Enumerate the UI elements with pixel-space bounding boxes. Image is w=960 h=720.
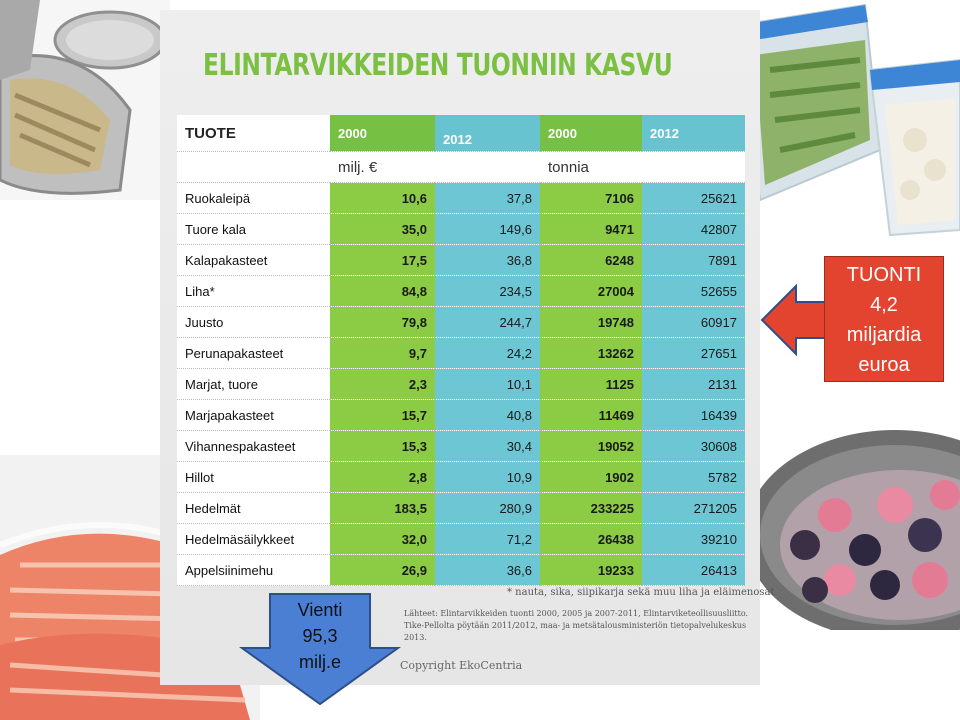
value-tonnes-2000: 1125 xyxy=(540,369,642,400)
product-name: Appelsiinimehu xyxy=(177,555,330,586)
unit-label-tonnes: tonnia xyxy=(540,152,745,183)
sardine-tins-image xyxy=(0,0,170,200)
table-row xyxy=(177,555,745,586)
value-eur-2000: 9,7 xyxy=(330,338,435,369)
table-row xyxy=(177,183,745,214)
value-eur-2012: 40,8 xyxy=(435,400,540,431)
product-name: Kalapakasteet xyxy=(177,245,330,276)
value-eur-2000: 10,6 xyxy=(330,183,435,214)
value-tonnes-2012: 2131 xyxy=(642,369,745,400)
value-tonnes-2012: 39210 xyxy=(642,524,745,555)
year-header-tonnes-2012: 2012 xyxy=(642,115,745,152)
value-tonnes-2000: 13262 xyxy=(540,338,642,369)
table-row xyxy=(177,400,745,431)
value-eur-2000: 17,5 xyxy=(330,245,435,276)
value-eur-2000: 35,0 xyxy=(330,214,435,245)
year-header-row xyxy=(177,115,745,152)
value-tonnes-2000: 11469 xyxy=(540,400,642,431)
value-eur-2000: 15,7 xyxy=(330,400,435,431)
product-name: Liha* xyxy=(177,276,330,307)
value-eur-2000: 26,9 xyxy=(330,555,435,586)
value-eur-2012: 10,9 xyxy=(435,462,540,493)
value-eur-2012: 234,5 xyxy=(435,276,540,307)
value-tonnes-2012: 60917 xyxy=(642,307,745,338)
table-row xyxy=(177,524,745,555)
value-eur-2012: 30,4 xyxy=(435,431,540,462)
value-eur-2012: 36,6 xyxy=(435,555,540,586)
year-header-eur-2000: 2000 xyxy=(330,115,435,152)
product-name: Hedelmäsäilykkeet xyxy=(177,524,330,555)
value-eur-2000: 183,5 xyxy=(330,493,435,524)
value-tonnes-2000: 19052 xyxy=(540,431,642,462)
import-callout-line: 4,2 xyxy=(870,294,898,316)
import-callout-line: miljardia xyxy=(846,324,922,346)
export-callout-line: milj.e xyxy=(298,652,341,672)
value-tonnes-2000: 1902 xyxy=(540,462,642,493)
year-header-tonnes-2000: 2000 xyxy=(540,115,642,152)
sources-note: Lähteet: Elintarvikkeiden tuonti 2000, 2005 ja 2007-2011, Elintarviketeollisuusliitto. Tike-Pellolta pöytään 2011/2012, maa- ja metsätalousministeriön tietopalvelukeskus 2013. xyxy=(404,609,749,642)
export-callout-line: 95,3 xyxy=(302,626,338,646)
export-total-callout xyxy=(270,597,370,675)
value-eur-2000: 84,8 xyxy=(330,276,435,307)
value-tonnes-2012: 26413 xyxy=(642,555,745,586)
arrow-left-icon xyxy=(760,284,830,356)
value-eur-2000: 79,8 xyxy=(330,307,435,338)
value-tonnes-2012: 16439 xyxy=(642,400,745,431)
product-name: Marjat, tuore xyxy=(177,369,330,400)
value-eur-2000: 32,0 xyxy=(330,524,435,555)
table-row xyxy=(177,462,745,493)
value-tonnes-2000: 19748 xyxy=(540,307,642,338)
value-eur-2000: 15,3 xyxy=(330,431,435,462)
value-eur-2012: 244,7 xyxy=(435,307,540,338)
product-name: Perunapakasteet xyxy=(177,338,330,369)
import-table xyxy=(177,115,745,586)
value-tonnes-2012: 30608 xyxy=(642,431,745,462)
value-tonnes-2000: 27004 xyxy=(540,276,642,307)
value-tonnes-2012: 27651 xyxy=(642,338,745,369)
product-name: Hillot xyxy=(177,462,330,493)
value-tonnes-2000: 6248 xyxy=(540,245,642,276)
value-tonnes-2000: 233225 xyxy=(540,493,642,524)
import-callout-line: euroa xyxy=(858,354,910,376)
berry-bowl-image xyxy=(745,385,960,630)
value-tonnes-2000: 9471 xyxy=(540,214,642,245)
value-eur-2000: 2,3 xyxy=(330,369,435,400)
value-eur-2012: 10,1 xyxy=(435,369,540,400)
product-name: Vihannespakasteet xyxy=(177,431,330,462)
product-column-header: TUOTE xyxy=(177,115,330,152)
value-eur-2012: 280,9 xyxy=(435,493,540,524)
table-row xyxy=(177,493,745,524)
value-tonnes-2000: 19233 xyxy=(540,555,642,586)
table-row xyxy=(177,214,745,245)
unit-label-euro: milj. € xyxy=(330,152,540,183)
value-eur-2000: 2,8 xyxy=(330,462,435,493)
export-callout-line: Vienti xyxy=(297,600,343,620)
product-name: Tuore kala xyxy=(177,214,330,245)
year-header-eur-2012: 2012 xyxy=(435,115,540,152)
value-tonnes-2012: 52655 xyxy=(642,276,745,307)
copyright-text: Copyright EkoCentria xyxy=(400,659,523,672)
value-tonnes-2012: 25621 xyxy=(642,183,745,214)
table-row xyxy=(177,431,745,462)
table-row xyxy=(177,245,745,276)
value-tonnes-2012: 5782 xyxy=(642,462,745,493)
value-eur-2012: 24,2 xyxy=(435,338,540,369)
table-footnote: * nauta, sika, siipikarja sekä muu liha ja eläimenosat xyxy=(507,587,775,598)
product-name: Marjapakasteet xyxy=(177,400,330,431)
value-tonnes-2000: 26438 xyxy=(540,524,642,555)
value-eur-2012: 149,6 xyxy=(435,214,540,245)
table-row xyxy=(177,276,745,307)
product-name: Ruokaleipä xyxy=(177,183,330,214)
table-row xyxy=(177,307,745,338)
import-total-callout xyxy=(824,256,944,382)
unit-header-row xyxy=(177,152,745,183)
product-name: Juusto xyxy=(177,307,330,338)
value-tonnes-2012: 7891 xyxy=(642,245,745,276)
value-tonnes-2000: 7106 xyxy=(540,183,642,214)
value-eur-2012: 37,8 xyxy=(435,183,540,214)
value-eur-2012: 71,2 xyxy=(435,524,540,555)
slide-title: ELINTARVIKKEIDEN TUONNIN KASVU xyxy=(203,48,673,83)
value-eur-2012: 36,8 xyxy=(435,245,540,276)
value-tonnes-2012: 42807 xyxy=(642,214,745,245)
import-callout-line: TUONTI xyxy=(846,264,922,286)
table-row xyxy=(177,338,745,369)
value-tonnes-2012: 271205 xyxy=(642,493,745,524)
table-row xyxy=(177,369,745,400)
product-name: Hedelmät xyxy=(177,493,330,524)
